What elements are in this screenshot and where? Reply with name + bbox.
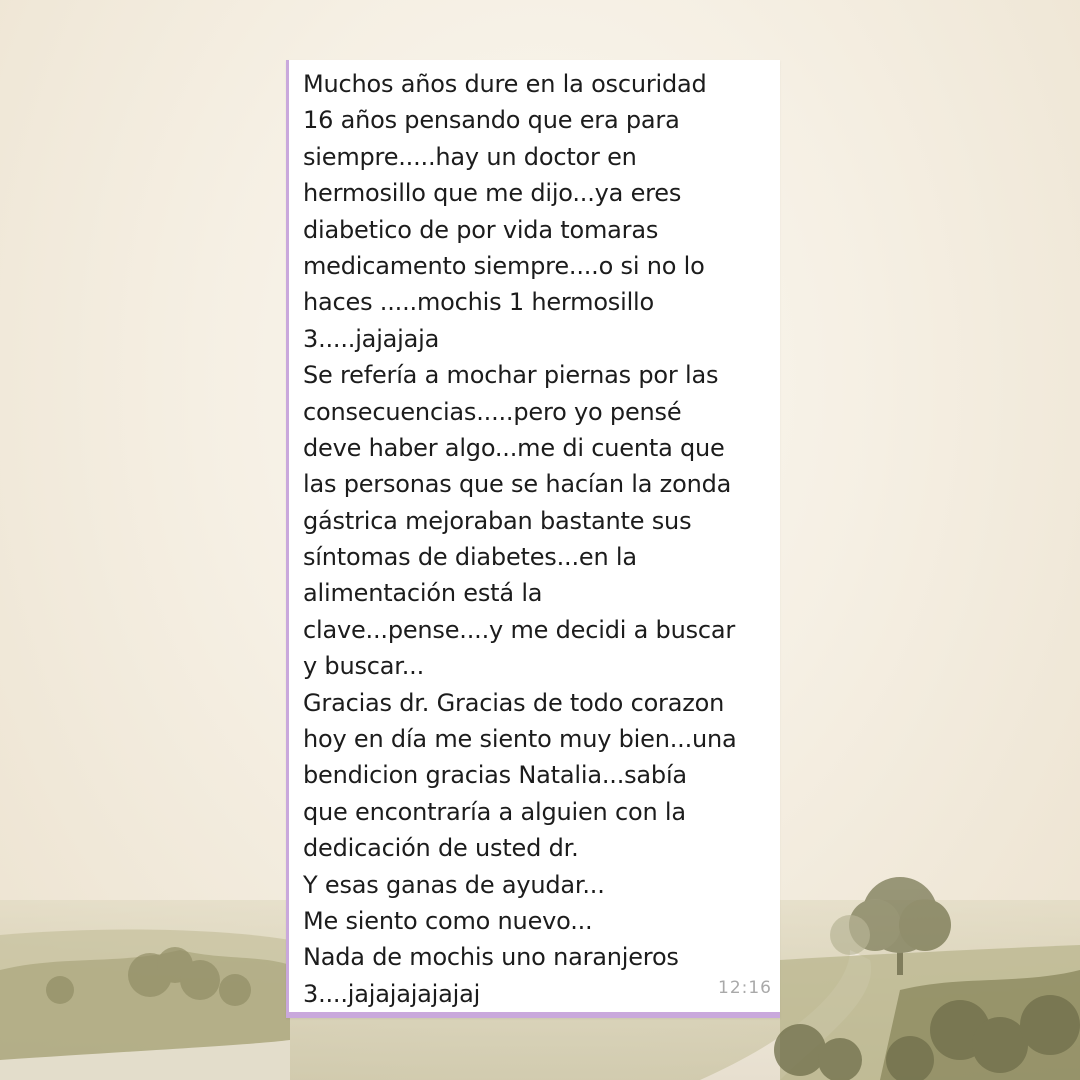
message-line: síntomas de diabetes...en la — [303, 543, 637, 572]
message-line: Nada de mochis uno naranjeros — [303, 943, 679, 972]
message-line: clave...pense....y me decidi a buscar — [303, 615, 736, 644]
message-line: que encontraría a alguien con la — [303, 797, 686, 826]
message-timestamp: 12:16 — [718, 978, 772, 998]
message-line: 3.....jajajaja — [303, 324, 440, 353]
message-line: hermosillo que me dijo...ya eres — [303, 179, 682, 208]
message-text — [303, 66, 777, 1012]
message-line: Y esas ganas de ayudar... — [303, 870, 605, 899]
message-line: bendicion gracias Natalia...sabía — [303, 761, 687, 790]
message-line: siempre.....hay un doctor en — [303, 142, 637, 171]
message-line: haces .....mochis 1 hermosillo — [303, 288, 655, 317]
message-line: 3....jajajajajajaj — [303, 979, 481, 1008]
message-line: alimentación está la — [303, 579, 543, 608]
message-line: consecuencias.....pero yo pensé — [303, 397, 682, 426]
message-line: 16 años pensando que era para — [303, 106, 680, 135]
message-line: medicamento siempre....o si no lo — [303, 251, 705, 280]
message-line: las personas que se hacían la zonda — [303, 470, 732, 499]
message-line: Muchos años dure en la oscuridad — [303, 70, 707, 98]
chat-message-bubble — [286, 60, 780, 1018]
message-line: Gracias dr. Gracias de todo corazon — [303, 688, 725, 717]
message-line: gástrica mejoraban bastante sus — [303, 506, 692, 535]
message-line: deve haber algo...me di cuenta que — [303, 433, 725, 462]
message-line: hoy en día me siento muy bien...una — [303, 725, 737, 754]
message-line: Se refería a mochar piernas por las — [303, 361, 719, 390]
message-line: Me siento como nuevo... — [303, 906, 593, 935]
message-line: dedicación de usted dr. — [303, 834, 579, 863]
message-line: diabetico de por vida tomaras — [303, 215, 659, 244]
message-line: y buscar... — [303, 652, 425, 681]
